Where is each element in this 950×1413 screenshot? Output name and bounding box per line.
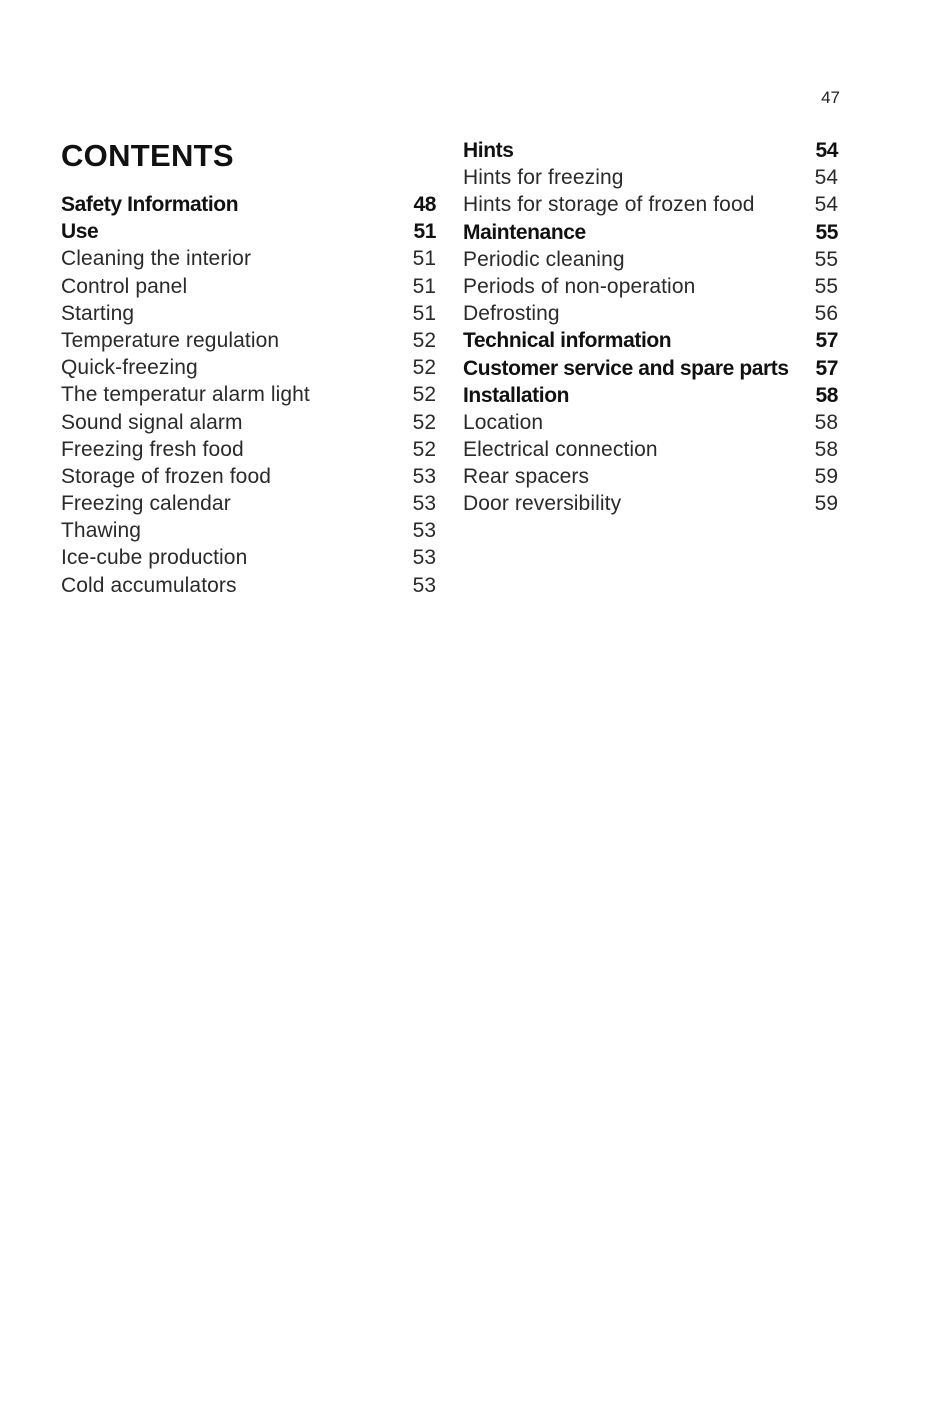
toc-entry-page: 55 (815, 220, 838, 244)
toc-entry (61, 327, 436, 354)
toc-entry (463, 246, 838, 273)
toc-entry-label: Control panel (61, 274, 188, 298)
toc-entry-label: Electrical connection (463, 438, 658, 462)
toc-entry-page: 53 (412, 573, 436, 597)
toc-entry-label: Cold accumulators (61, 573, 237, 597)
toc-entry (61, 436, 436, 463)
toc-entry (463, 219, 838, 246)
toc-entry-page: 53 (412, 519, 436, 543)
toc-entry (463, 463, 838, 490)
toc-entry-label: The temperatur alarm light (61, 383, 310, 407)
toc-entry (61, 191, 436, 218)
toc-entry-page: 58 (814, 438, 838, 462)
toc-entry-page: 52 (412, 410, 436, 434)
toc-entry-label: Quick-freezing (61, 356, 198, 380)
toc-entry (61, 354, 436, 381)
toc-entry-label: Thawing (61, 519, 142, 543)
toc-entry (61, 273, 436, 300)
toc-entry-label: Maintenance (463, 220, 586, 244)
toc-entry (463, 137, 838, 164)
toc-entry-label: Use (61, 220, 99, 244)
toc-entry-label: Location (463, 410, 544, 434)
toc-entry-label: Starting (61, 301, 135, 325)
toc-entry-label: Sound signal alarm (61, 410, 243, 434)
toc-entry (61, 300, 436, 327)
toc-entry-page: 58 (815, 383, 838, 407)
toc-entry-page: 51 (412, 247, 436, 271)
toc-entry-page: 52 (412, 328, 436, 352)
toc-entry (463, 436, 838, 463)
toc-entry-label: Defrosting (463, 302, 560, 326)
toc-entry-page: 48 (413, 193, 436, 216)
toc-entry-page: 51 (413, 220, 436, 244)
toc-entry-page: 55 (814, 247, 838, 271)
toc-entry (61, 572, 436, 599)
toc-entry-page: 58 (814, 410, 838, 434)
toc-entry-label: Periodic cleaning (463, 247, 625, 271)
toc-entry-page: 59 (814, 465, 838, 489)
toc-entry (463, 191, 838, 218)
toc-right-column (463, 137, 838, 518)
toc-entry-page: 55 (814, 274, 838, 298)
toc-entry (61, 517, 436, 544)
toc-entry (463, 382, 838, 409)
toc-entry-label: Freezing fresh food (61, 437, 244, 461)
toc-entry-page: 54 (814, 193, 838, 217)
toc-entry (463, 300, 838, 327)
toc-entry-page: 53 (412, 464, 436, 488)
toc-entry-page: 57 (815, 356, 838, 380)
toc-entry-label: Safety Information (61, 193, 239, 216)
toc-entry-label: Rear spacers (463, 465, 590, 489)
toc-entry-label: Ice-cube production (61, 546, 248, 570)
toc-entry (463, 355, 838, 382)
toc-entry-label: Technical information (463, 329, 672, 353)
page-number: 47 (821, 88, 840, 107)
toc-entry (61, 463, 436, 490)
toc-entry (463, 490, 838, 517)
toc-entry (61, 218, 436, 245)
toc-entry-label: Freezing calendar (61, 492, 231, 516)
toc-entry-label: Hints for freezing (463, 166, 624, 190)
toc-entry (463, 409, 838, 436)
toc-entry (463, 273, 838, 300)
toc-entry-page: 56 (814, 302, 838, 326)
toc-entry-label: Storage of frozen food (61, 464, 272, 488)
toc-entry-label: Hints (463, 139, 514, 162)
toc-entry-page: 51 (412, 301, 436, 325)
toc-entry-page: 52 (412, 383, 436, 407)
toc-entry-page: 52 (412, 437, 436, 461)
page-title: CONTENTS (61, 138, 234, 173)
toc-entry (61, 544, 436, 571)
toc-left-column (61, 191, 436, 599)
toc-entry-label: Temperature regulation (61, 328, 280, 352)
toc-entry (61, 381, 436, 408)
toc-entry-label: Periods of non-operation (463, 274, 696, 298)
toc-entry-label: Installation (463, 383, 570, 407)
toc-entry-label: Customer service and spare parts (463, 356, 789, 380)
toc-entry (463, 164, 838, 191)
toc-entry-page: 53 (412, 492, 436, 516)
toc-entry-page: 57 (815, 329, 838, 353)
toc-entry-page: 51 (412, 274, 436, 298)
toc-entry (61, 245, 436, 272)
toc-entry-page: 52 (412, 356, 436, 380)
toc-entry-label: Hints for storage of frozen food (463, 193, 755, 217)
toc-entry-page: 59 (814, 492, 838, 516)
toc-entry-label: Door reversibility (463, 492, 622, 516)
toc-entry-page: 54 (815, 139, 838, 162)
toc-entry-page: 54 (814, 166, 838, 190)
toc-entry (61, 490, 436, 517)
toc-entry-label: Cleaning the interior (61, 247, 252, 271)
toc-entry (61, 409, 436, 436)
toc-entry (463, 327, 838, 354)
toc-entry-page: 53 (412, 546, 436, 570)
